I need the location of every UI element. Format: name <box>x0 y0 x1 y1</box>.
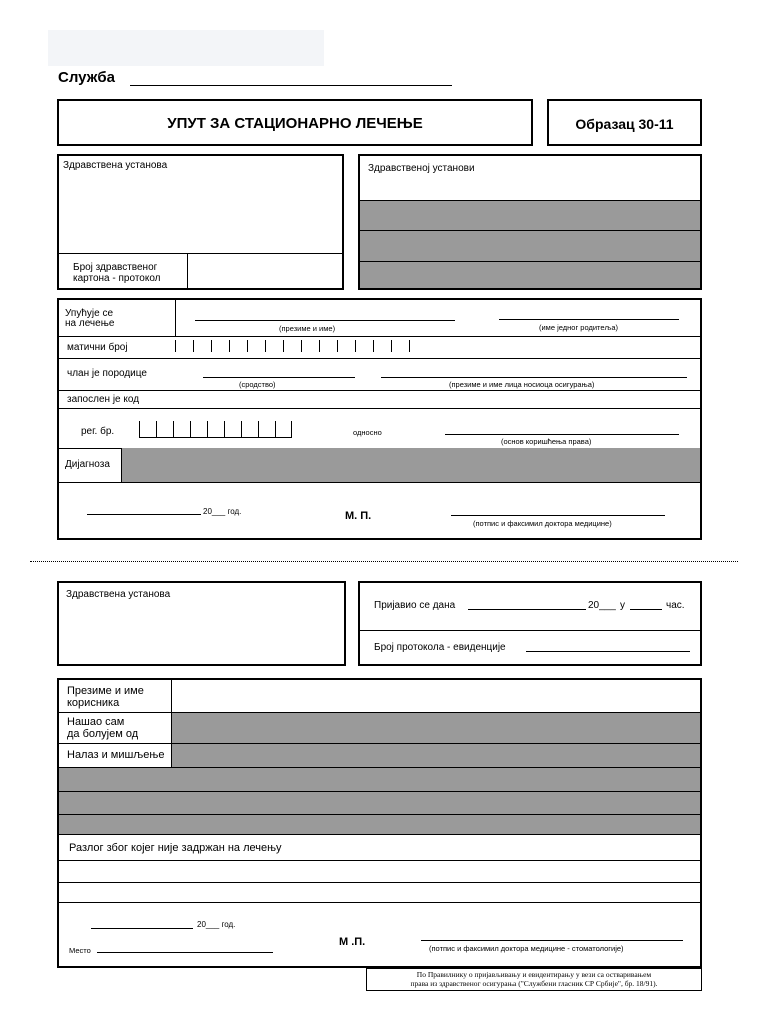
signature-caption: (потпис и факсимил доктора медицине) <box>473 519 612 528</box>
at-label: у <box>620 600 625 611</box>
title-box <box>57 99 533 146</box>
report-box <box>358 581 702 666</box>
right-basis-caption: (основ коришћења права) <box>501 437 592 446</box>
reason-field-2[interactable] <box>59 883 700 902</box>
found-field[interactable] <box>172 713 700 743</box>
legal-note-line-1: По Правилнику о пријављивању и евидентирању у вези са остваривањем <box>416 970 652 979</box>
hour-field[interactable] <box>630 609 662 610</box>
findings-label: Налаз и мишљење <box>67 749 165 761</box>
place-field[interactable] <box>97 952 273 953</box>
reported-on-label: Пријавио се дана <box>374 600 456 611</box>
row1-divider <box>59 336 700 337</box>
relation-field[interactable] <box>203 377 355 378</box>
stamp-label-2: М .П. <box>339 936 366 948</box>
surname-name-caption: (презиме и име) <box>279 324 336 333</box>
reg-no-field[interactable] <box>139 421 294 439</box>
report-divider <box>360 630 700 631</box>
signature-field[interactable] <box>451 515 665 516</box>
scan-smudge <box>48 30 324 66</box>
card-number-label-1: Број здравственог <box>73 262 158 273</box>
date-field[interactable] <box>87 514 201 515</box>
insured-holder-field[interactable] <box>381 377 687 378</box>
card-number-label-2: картона - протокол <box>73 273 161 284</box>
year-suffix: 20___ год. <box>203 507 242 516</box>
findings-field-2[interactable] <box>59 768 700 791</box>
or-label: односно <box>353 428 382 437</box>
findings-box <box>57 678 702 968</box>
insured-holder-caption: (презиме и име лица носиоца осигурања) <box>449 380 595 389</box>
stamp-label: М. П. <box>345 510 372 522</box>
signature-caption-2: (потпис и факсимил доктора медицине - стоматологије) <box>429 944 624 953</box>
to-institution-field-3[interactable] <box>360 261 700 288</box>
findings-field-1[interactable] <box>172 744 700 767</box>
found-label-2: да болујем од <box>67 728 139 740</box>
reported-year: 20___ <box>588 600 616 611</box>
surname-name-field[interactable] <box>195 320 455 321</box>
hour-label: час. <box>666 600 685 611</box>
parent-name-caption: (име једног родитеља) <box>539 323 619 332</box>
family-member-label: члан је породице <box>67 368 147 379</box>
to-institution-field-1[interactable] <box>360 200 700 230</box>
card-number-vdivider <box>187 253 188 290</box>
relation-caption: (сродство) <box>239 380 276 389</box>
to-institution-field-2[interactable] <box>360 230 700 261</box>
employed-at-label: запослен је код <box>67 394 140 405</box>
id-number-label: матични број <box>67 342 128 353</box>
health-institution-box-2 <box>57 581 346 666</box>
legal-note-line-2: права из здравственог осигурања ("Службени гласник СР Србије", бр. 18/91). <box>410 979 658 988</box>
findings-field-4[interactable] <box>59 815 700 834</box>
date-field-2[interactable] <box>91 928 193 929</box>
service-field[interactable] <box>130 85 452 86</box>
id-number-field[interactable] <box>175 340 415 354</box>
health-institution-box <box>57 154 344 290</box>
service-label: Служба <box>58 69 115 86</box>
user-name-field[interactable] <box>172 680 700 712</box>
parent-name-field[interactable] <box>499 319 679 320</box>
row3-divider <box>59 390 700 391</box>
cut-line <box>30 561 738 562</box>
page-title: УПУТ ЗА СТАЦИОНАРНО ЛЕЧЕЊЕ <box>167 115 423 132</box>
protocol-field[interactable] <box>526 651 690 652</box>
to-institution-box <box>358 154 702 290</box>
refers-label-2: на лечење <box>65 318 115 329</box>
place-label: Место <box>69 946 91 955</box>
row4-divider <box>59 408 700 409</box>
to-institution-label: Здравственој установи <box>368 163 475 174</box>
user-name-label-2: корисника <box>67 697 120 709</box>
card-number-field[interactable] <box>189 254 342 288</box>
form-number: Образац 30-11 <box>575 116 674 132</box>
health-institution-label-2: Здравствена установа <box>66 589 171 600</box>
reason-label: Разлог због којег није задржан на лечењу <box>69 842 282 854</box>
reported-date-field[interactable] <box>468 609 586 610</box>
protocol-label: Број протокола - евиденције <box>374 642 506 653</box>
health-institution-label: Здравствена установа <box>63 160 168 171</box>
user-name-label-1: Презиме и име <box>67 685 144 697</box>
findings-field-3[interactable] <box>59 792 700 814</box>
year-suffix-2: 20___ год. <box>197 920 236 929</box>
reason-field-1[interactable] <box>59 861 700 882</box>
signature-field-2[interactable] <box>421 940 683 941</box>
reg-no-label: рег. бр. <box>81 426 115 437</box>
diagnosis-field[interactable] <box>121 448 700 482</box>
form-number-box <box>547 99 702 146</box>
findings-divider-4 <box>59 834 700 835</box>
right-basis-field[interactable] <box>445 434 679 435</box>
found-label-1: Нашао сам <box>67 716 125 728</box>
reason-divider-3 <box>59 902 700 903</box>
row2-divider <box>59 358 700 359</box>
referral-box <box>57 298 702 540</box>
diagnosis-label: Дијагноза <box>65 459 110 470</box>
legal-note-box <box>366 968 702 991</box>
refers-vdivider <box>175 300 176 336</box>
row6-divider <box>59 482 700 483</box>
refers-label-1: Упућује се <box>65 308 114 319</box>
